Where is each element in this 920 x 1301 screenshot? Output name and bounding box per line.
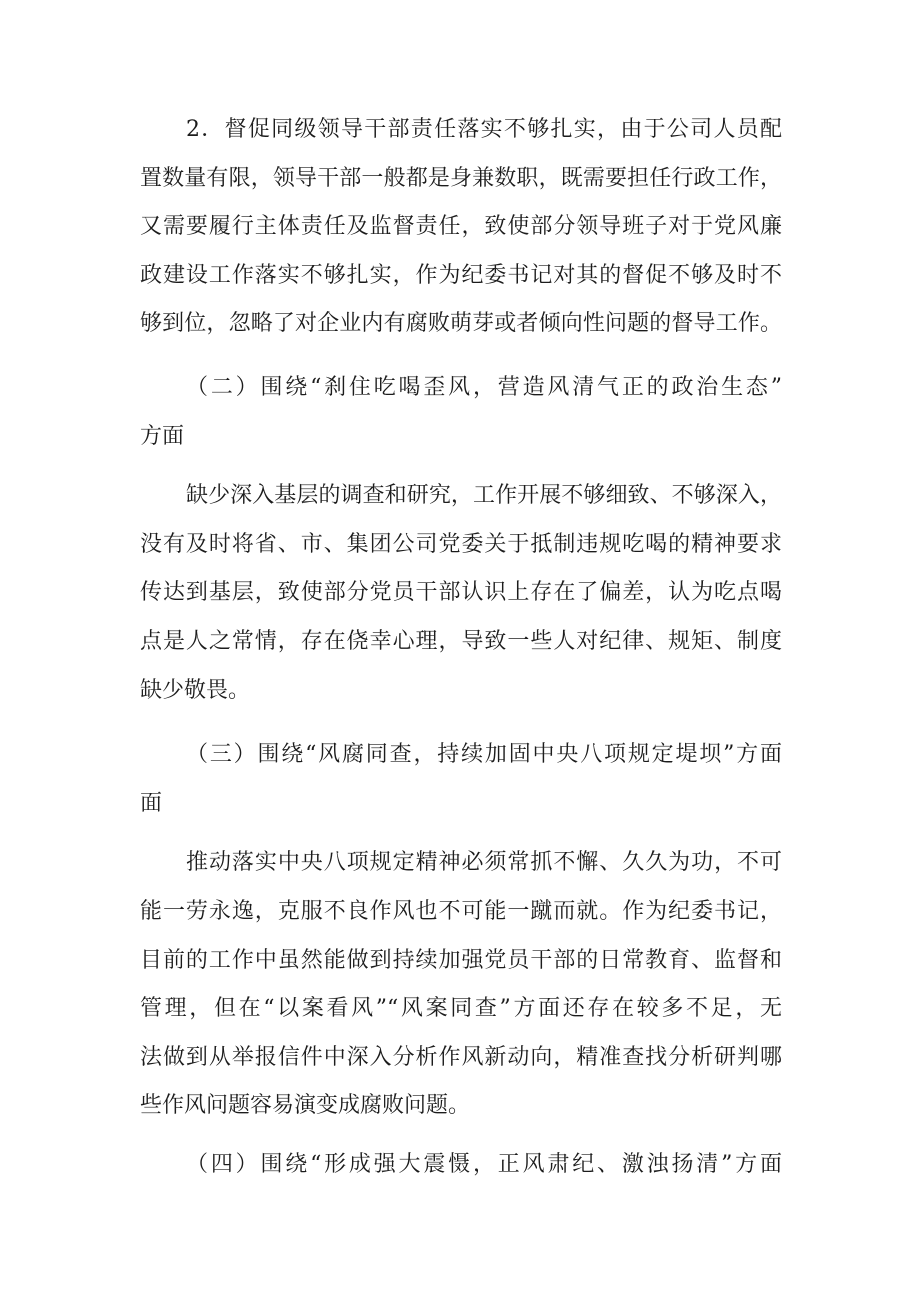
heading-line: （四）围绕“形成强大震慑，正风肃纪、激浊扬清”方面 (186, 1151, 782, 1177)
text-line: 没有及时将省、市、集团公司党委关于抵制违规吃喝的精神要求 (140, 531, 782, 557)
document-body (140, 106, 782, 1189)
text-line: 政建设工作落实不够扎实，作为纪委书记对其的督促不够及时不 (140, 262, 782, 288)
text-line: 置数量有限，领导干部一般都是身兼数职，既需要担任行政工作， (140, 165, 782, 191)
text-line: 管理，但在“以案看风”“风案同查”方面还存在较多不足，无 (140, 996, 782, 1022)
paragraph-item-2 (140, 106, 782, 349)
text-line: 缺少敬畏。 (140, 677, 251, 703)
paragraph-section-3-body (140, 839, 782, 1131)
section-heading-3 (140, 731, 782, 828)
text-line: 传达到基层，致使部分党员干部认识上存在了偏差，认为吃点喝 (140, 580, 782, 606)
paragraph-section-2-body (140, 472, 782, 715)
text-line: 推动落实中央八项规定精神必须常抓不懈、久久为功，不可 (186, 850, 782, 876)
text-line: 目前的工作中虽然能做到持续加强党员干部的日常教育、监督和 (140, 947, 782, 973)
text-line: 缺少深入基层的调查和研究，工作开展不够细致、不够深入， (186, 483, 782, 509)
text-line: 2．督促同级领导干部责任落实不够扎实，由于公司人员配 (186, 117, 782, 142)
text-line: 法做到从举报信件中深入分析作风新动向，精准查找分析研判哪 (140, 1044, 782, 1070)
heading-line: 方面 (140, 423, 185, 449)
heading-line: 面 (140, 790, 163, 816)
text-line: 些作风问题容易演变成腐败问题。 (140, 1093, 471, 1119)
text-line: 能一劳永逸，克服不良作风也不可能一蹴而就。作为纪委书记， (140, 898, 782, 924)
section-heading-2 (140, 364, 782, 461)
section-heading-4 (140, 1141, 782, 1190)
heading-line: （二）围绕“刹住吃喝歪风，营造风清气正的政治生态” (186, 374, 782, 400)
text-line: 点是人之常情，存在侥幸心理，导致一些人对纪律、规矩、制度 (140, 628, 782, 654)
text-line: 又需要履行主体责任及监督责任，致使部分领导班子对于党风廉 (140, 214, 782, 240)
text-line: 够到位，忽略了对企业内有腐败萌芽或者倾向性问题的督导工作。 (140, 311, 782, 337)
heading-line: （三）围绕“风腐同查，持续加固中央八项规定堤坝”方面 (186, 742, 782, 768)
